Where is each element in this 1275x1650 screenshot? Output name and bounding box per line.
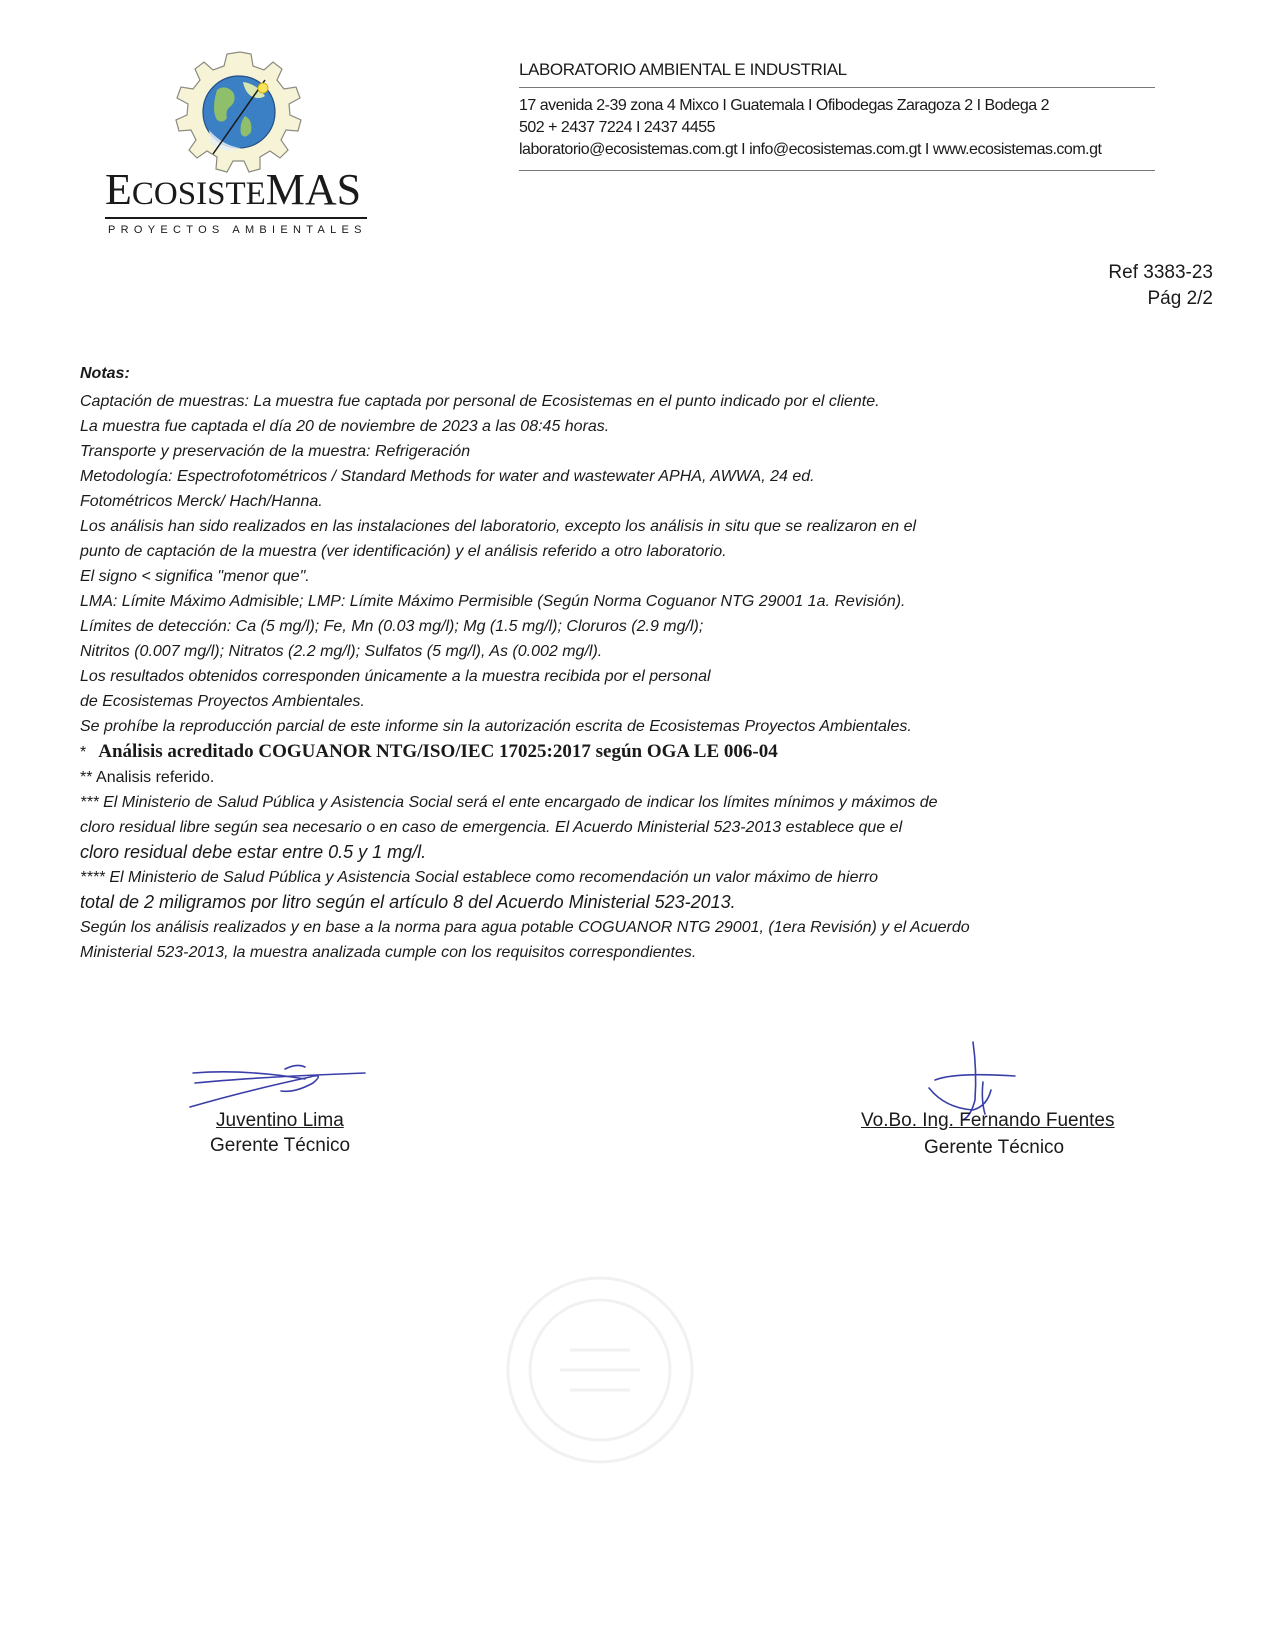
notes-title: Notas:: [80, 365, 130, 382]
lab-name: LABORATORIO AMBIENTAL E INDUSTRIAL: [519, 60, 847, 79]
chlorine-note: cloro residual libre según sea necesario o en caso de emergencia. El Acuerdo Ministerial 523-2013 establece que el: [80, 819, 903, 836]
note-line: Los resultados obtenidos corresponden únicamente a la muestra recibida por el personal: [80, 668, 711, 685]
iron-note: **** El Ministerio de Salud Pública y Asistencia Social establece como recomendación un valor máximo de hierro: [80, 869, 879, 886]
notes-section: [80, 365, 1190, 965]
note-line: Transporte y preservación de la muestra: Refrigeración: [80, 443, 471, 460]
note-line: punto de captación de la muestra (ver identificación) y el análisis referido a otro laboratorio.: [80, 543, 727, 560]
header-divider-top: [519, 87, 1155, 88]
accreditation-line: [80, 739, 1190, 765]
signer-name-lima: Juventino Lima: [216, 1110, 344, 1131]
note-line: Límites de detección: Ca (5 mg/l); Fe, Mn (0.03 mg/l); Mg (1.5 mg/l); Cloruros (2.9 mg/l);: [80, 618, 704, 635]
note-line: de Ecosistemas Proyectos Ambientales.: [80, 693, 365, 710]
referred-note: ** Analisis referido.: [80, 769, 215, 786]
accreditation-star: *: [80, 744, 87, 761]
logo-wordmark: ECOSISTEMAS: [105, 165, 362, 214]
conclusion-line: Ministerial 523-2013, la muestra analizada cumple con los requisitos correspondientes.: [80, 944, 697, 961]
note-line: Los análisis han sido realizados en las instalaciones del laboratorio, excepto los análisis in situ que se realizaron en el: [80, 518, 917, 535]
ecosistemas-logo-icon: [165, 50, 315, 180]
note-line: Nitritos (0.007 mg/l); Nitratos (2.2 mg/l); Sulfatos (5 mg/l), As (0.002 mg/l).: [80, 643, 603, 660]
conclusion-line: Según los análisis realizados y en base a la norma para agua potable COGUANOR NTG 29001, (1era Revisión) y el Acuerdo: [80, 919, 970, 936]
note-line: Fotométricos Merck/ Hach/Hanna.: [80, 493, 323, 510]
note-line: El signo < significa "menor que".: [80, 568, 310, 585]
accreditation-text: Análisis acreditado COGUANOR NTG/ISO/IEC 17025:2017 según OGA LE 006-04: [98, 741, 778, 762]
logo-subtitle: PROYECTOS AMBIENTALES: [108, 224, 367, 236]
chlorine-note: *** El Ministerio de Salud Pública y Asistencia Social será el ente encargado de indicar los límites mínimos y máximos de: [80, 794, 938, 811]
iron-note-last: total de 2 miligramos por litro según el artículo 8 del Acuerdo Ministerial 523-2013.: [80, 892, 736, 912]
embossed-seal-icon: [500, 1270, 700, 1470]
signer-role-fuentes: Gerente Técnico: [924, 1137, 1065, 1158]
chlorine-note-last: cloro residual debe estar entre 0.5 y 1 mg/l.: [80, 842, 427, 862]
report-reference: Ref 3383-23: [1108, 262, 1213, 283]
note-line: La muestra fue captada el día 20 de noviembre de 2023 a las 08:45 horas.: [80, 418, 610, 435]
note-line: Captación de muestras: La muestra fue captada por personal de Ecosistemas en el punto indicado por el cliente.: [80, 393, 880, 410]
address-line: 17 avenida 2-39 zona 4 Mixco I Guatemala I Ofibodegas Zaragoza 2 I Bodega 2: [519, 97, 1049, 114]
page-number: Pág 2/2: [1147, 288, 1213, 309]
contact-line: laboratorio@ecosistemas.com.gt I info@ecosistemas.com.gt I www.ecosistemas.com.gt: [519, 141, 1102, 158]
logo-divider: [105, 217, 367, 219]
signature-scribble-icon: [185, 1055, 380, 1115]
signer-name-fuentes: Vo.Bo. Ing. Fernando Fuentes: [861, 1110, 1115, 1131]
note-line: Metodología: Espectrofotométricos / Standard Methods for water and wastewater APHA, AWWA, 24 ed.: [80, 468, 815, 485]
note-line: LMA: Límite Máximo Admisible; LMP: Límite Máximo Permisible (Según Norma Coguanor NTG 29001 1a. Revisión).: [80, 593, 906, 610]
header-divider-bottom: [519, 170, 1155, 171]
note-line: Se prohíbe la reproducción parcial de este informe sin la autorización escrita de Ecosistemas Proyectos Ambientales.: [80, 718, 912, 735]
phone-line: 502 + 2437 7224 I 2437 4455: [519, 119, 716, 136]
signer-role-lima: Gerente Técnico: [210, 1135, 351, 1156]
